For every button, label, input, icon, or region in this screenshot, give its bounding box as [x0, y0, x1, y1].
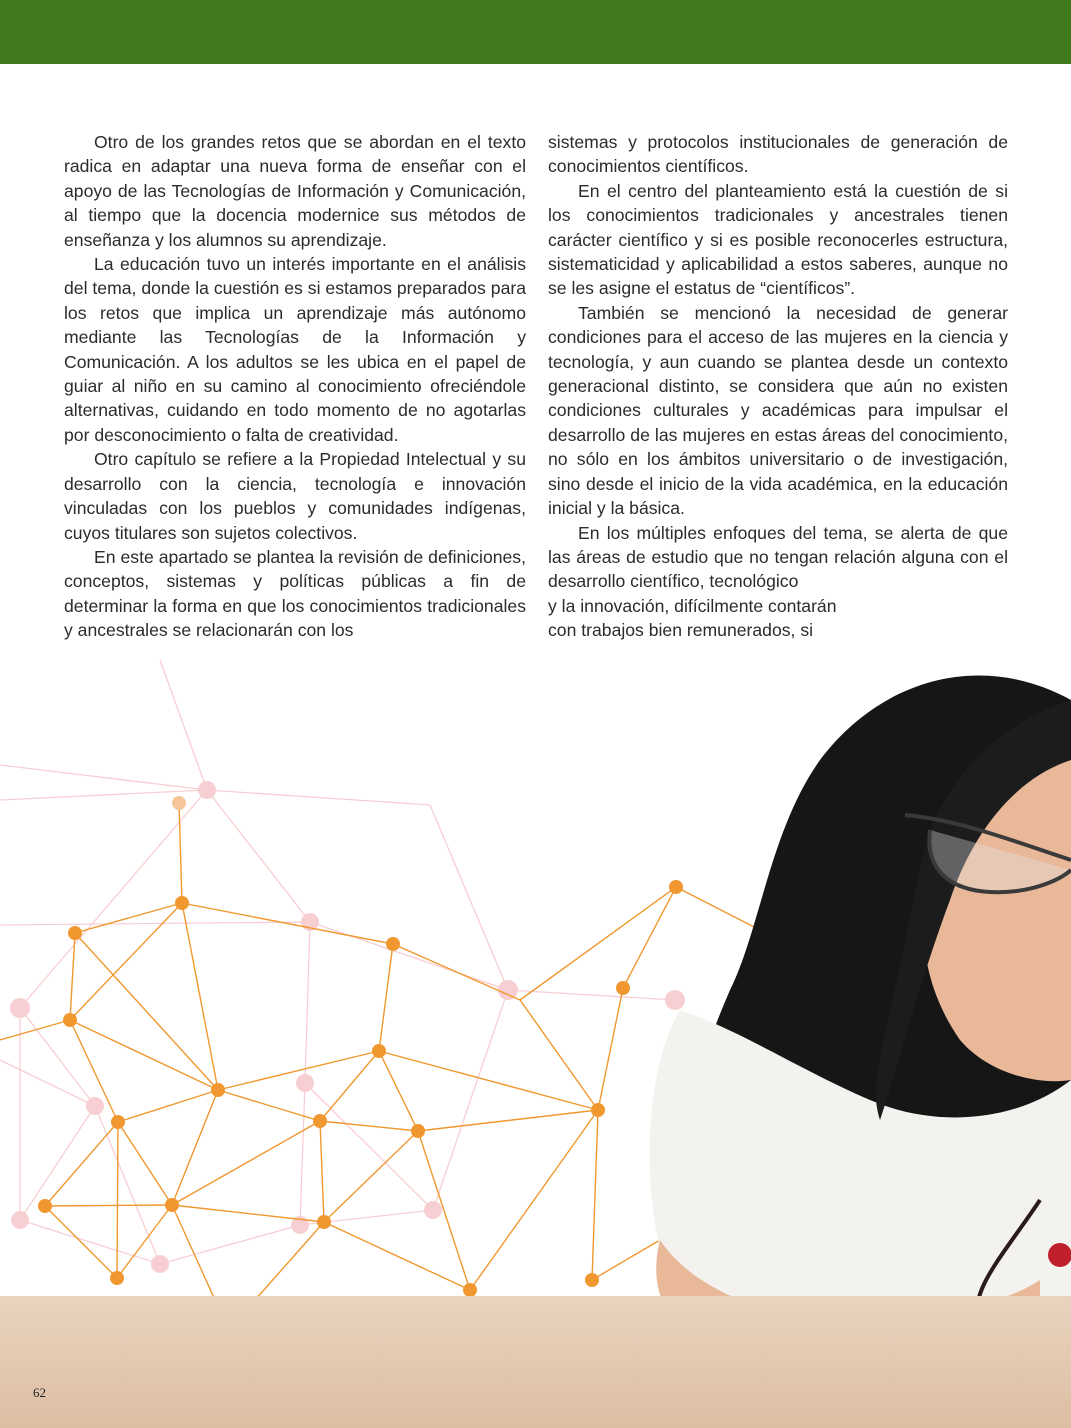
- paragraph: También se mencionó la necesidad de generar condiciones para el acceso de las mujeres en la ciencia y tecnología, y aun cuando se plantea desde un contexto generacional distinto, se considera que aún no existen condiciones culturales y académicas para impulsar el desarrollo de las mujeres en estas áreas del conocimiento, no sólo en los ámbitos universitario o de investigación, sino desde el inicio de la vida académica, en la educación inicial y la básica.: [548, 302, 1008, 519]
- header-band: [0, 0, 1071, 64]
- paragraph: En el centro del planteamiento está la cuestión de si los conocimientos tradicionales y ancestrales tienen carácter científico y si es posible reconocerles estructura, sistematicidad y aplicabilidad a estos saberes, aunque no se les asigne el estatus de “científicos”.: [548, 180, 1008, 299]
- paragraph: La educación tuvo un interés importante en el análisis del tema, donde la cuestión es si estamos preparados para los retos que implica un aprendizaje más autónomo mediante las Tecnologías de la Información y Comunicación. A los adultos se les ubica en el papel de guiar al niño en su camino al conocimiento ofreciéndole alternativas, cuidando en todo momento de no agotarlas por desconocimiento o falta de creatividad.: [64, 254, 526, 445]
- table-surface: [0, 1296, 1071, 1428]
- paragraph-continuation: sistemas y protocolos institucionales de generación de conocimientos científicos.: [548, 132, 1008, 177]
- page-number: 62: [33, 1385, 46, 1400]
- paragraph: En los múltiples enfoques del tema, se alerta de que las áreas de estudio que no tengan relación alguna con el desarrollo científico, tecnológico: [548, 522, 1008, 592]
- paragraph: Otro capítulo se refiere a la Propiedad Intelectual y su desarrollo con la ciencia, tecnología e innovación vinculadas con los pueblos y comunidades indígenas, cuyos titulares son sujetos colectivos.: [64, 449, 526, 543]
- paragraph-line: y la innovación, difícilmente contarán: [548, 595, 837, 616]
- right-column: [548, 130, 1008, 643]
- paragraph-line: con trabajos bien remunerados, si: [548, 620, 814, 641]
- left-column: [64, 130, 526, 643]
- paragraph: Otro de los grandes retos que se abordan en el texto radica en adaptar una nueva forma de enseñar con el apoyo de las Tecnologías de Información y Comunicación, al tiempo que la docencia modernice sus métodos de enseñanza y los alumnos su aprendizaje.: [64, 132, 526, 250]
- paragraph: En este apartado se plantea la revisión de definiciones, conceptos, sistemas y políticas públicas a fin de determinar la forma en que los conocimientos tradicionales y ancestrales se relacionarán con los: [64, 546, 526, 641]
